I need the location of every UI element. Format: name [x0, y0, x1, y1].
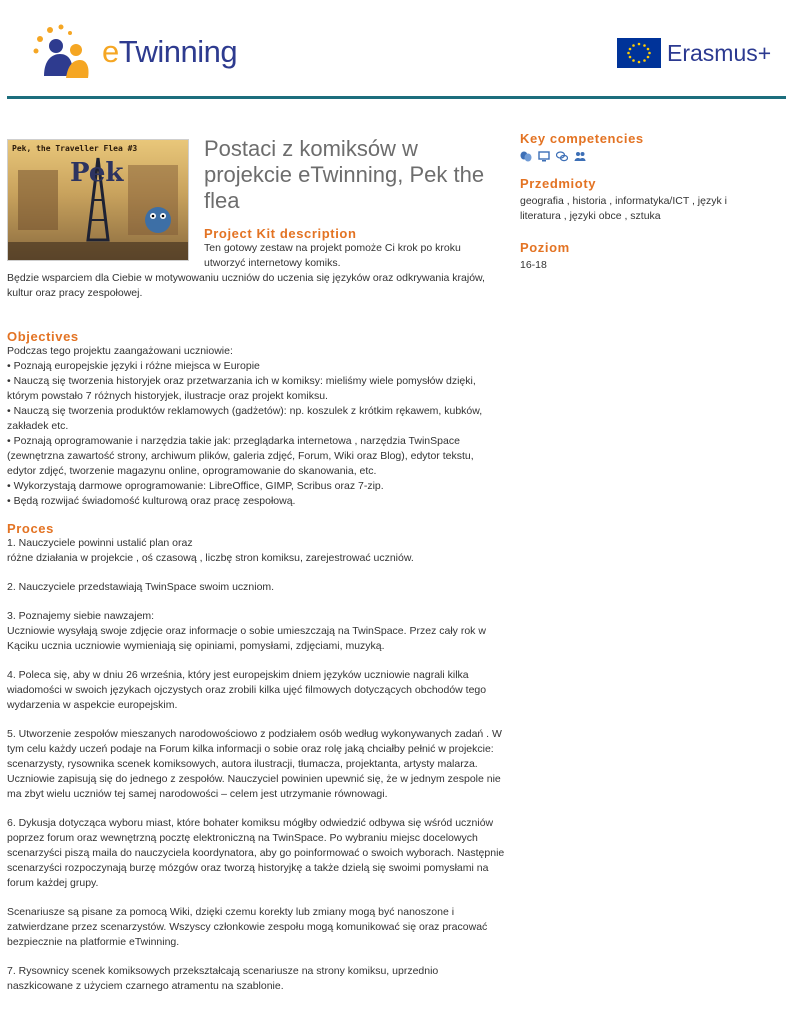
process-step: 4. Poleca się, aby w dniu 26 września, który jest europejskim dniem języków uczniowie nagrali kilka wiadomości w swoich językach ojczystych oraz zrobili kilka ujęć filmowych dotyczących obchodów tego wydarzenia w aspekcie europejskim.	[7, 669, 487, 711]
etwinning-wordmark: eTwinning	[102, 34, 238, 69]
speech-bubbles-icon	[556, 151, 568, 162]
process-step: 2. Nauczyciele przedstawiają TwinSpace swoim uczniom.	[7, 581, 275, 593]
etwinning-logo[interactable]	[30, 22, 237, 82]
subjects-text: geografia , historia , informatyka/ICT , język i literatura , języki obce , sztuka	[520, 195, 727, 222]
main-content	[7, 136, 505, 1008]
level-heading: Poziom	[520, 240, 570, 255]
subjects-heading: Przedmioty	[520, 176, 597, 191]
theatre-masks-icon	[520, 151, 532, 162]
people-icon	[574, 151, 586, 162]
page-title: Postaci z komiksów w projekcie eTwinning, Pek the flea	[204, 136, 485, 213]
erasmus-logo[interactable]	[617, 38, 771, 68]
monitor-icon	[538, 151, 550, 162]
sidebar	[520, 131, 770, 273]
thumbnail-title: Pek	[70, 158, 124, 188]
process-step: 5. Utworzenie zespołów mieszanych narodowościowo z podziałem osób według wykonywanych zadań . W tym celu każdy uczeń podaje na Forum kilka informacji o sobie oraz rolę jaką chciałby pełnić w projekcie: scenarzysty, rysownika scenek komiksowych, autora ilustracji, tłumacza, projektanta, artysty malarza. Uczniowie zapisują się do jednego z zespołów. Nauczyciel powinien upewnić się, że w jednym zespole nie ma zbyt wielu uczniów tej samej narodowości – celem jest utrzymanie równowagi.	[7, 728, 502, 800]
process-step: 3. Poznajemy siebie nawzajem: Uczniowie wysyłają swoje zdjęcie oraz informacje o sobie umieszczają na TwinSpace. Przez cały rok w Kąciku ucznia uczniowie wymieniają się opiniami, pomysłami, zdjęciami, muzyką.	[7, 610, 486, 652]
process-step: 1. Nauczyciele powinni ustalić plan oraz różne działania w projekcie , oś czasową , liczbę stron komiksu, zarejestrować uczniów.	[7, 537, 414, 564]
etwinning-emblem-icon	[30, 22, 98, 82]
competency-icons	[520, 151, 770, 162]
objectives-text: Podczas tego projektu zaangażowani uczniowie: • Poznają europejskie języki i różne miejsca w Europie • Nauczą się tworzenia historyjek oraz przetwarzania ich w komiksy: mieliśmy wiele pomysłów dzięki, którym powstało 7 różnych historyjek, ilustracje oraz projekt komiksu. • Nauczą się tworzenia produktów reklamowych (gadżetów): np. koszulek z krótkim rękawem, kubków, zakładek etc. • Poznają oprogramowanie i narzędzia takie jak: przeglądarka internetowa , narzędzia TwinSpace (zewnętrzna zawartość strony, archiwum plików, galeria zdjęć, Forum, Wiki oraz Blog), edytor tekstu, edytor zdjęć, tworzenie magazynu online, oprogramowanie do skanowania, etc. • Wykorzystają darmowe oprogramowanie: LibreOffice, GIMP, Scribus oraz 7-zip. • Będą rozwijać świadomość kulturową oraz pracę zespołową.	[7, 345, 483, 507]
thumbnail-caption: Pek, the Traveller Flea #3	[12, 144, 138, 153]
kit-heading: Project Kit description	[204, 226, 357, 241]
kit-description: Ten gotowy zestaw na projekt pomoże Ci krok po kroku utworzyć internetowy komiks. Będzie wsparciem dla Ciebie w motywowaniu uczniów do uczenia się języków oraz odkrywania krajów, kultur oraz pracy zespołowej.	[7, 242, 485, 299]
process-heading: Proces	[7, 521, 54, 536]
page-header	[0, 0, 791, 100]
level-text: 16-18	[520, 259, 547, 271]
process-step: 6. Dykusja dotycząca wyboru miast, które bohater komiksu mógłby odwiedzić odbywa się wśród uczniów poprzez forum oraz wewnętrzną pocztę elektroniczną na TwinSpace. Po wybraniu miejsc docelowych scenarzyści piszą maila do nauczyciela koordynatora, aby go poinformować o swoich wyborach. Następnie scenarzyści rozpoczynają burzę mózgów oraz tworzą historyjkę a także dzielą się swoimi pomysłami na forum każdej grupy.	[7, 817, 505, 889]
process-step: 7. Rysownicy scenek komiksowych przekształcają scenariusze na strony komiksu, uprzednio naszkicowane z użyciem czarnego atramentu na szablonie.	[7, 965, 439, 992]
eu-flag-icon	[617, 38, 661, 68]
competencies-heading: Key competencies	[520, 131, 644, 146]
erasmus-wordmark: Erasmus+	[667, 39, 772, 66]
objectives-heading: Objectives	[7, 329, 79, 344]
project-thumbnail[interactable]	[7, 139, 189, 261]
etwinning-wordmark-rest: Twinning	[118, 34, 238, 69]
process-step: Scenariusze są pisane za pomocą Wiki, dzięki czemu korekty lub zmiany mogą być nanoszone i zatwierdzane przez scenarzystów. Wszyscy członkowie zespołu mogą komunikować się oraz pracować bezpiecznie na platformie eTwinning.	[7, 906, 488, 948]
header-divider	[7, 96, 786, 99]
